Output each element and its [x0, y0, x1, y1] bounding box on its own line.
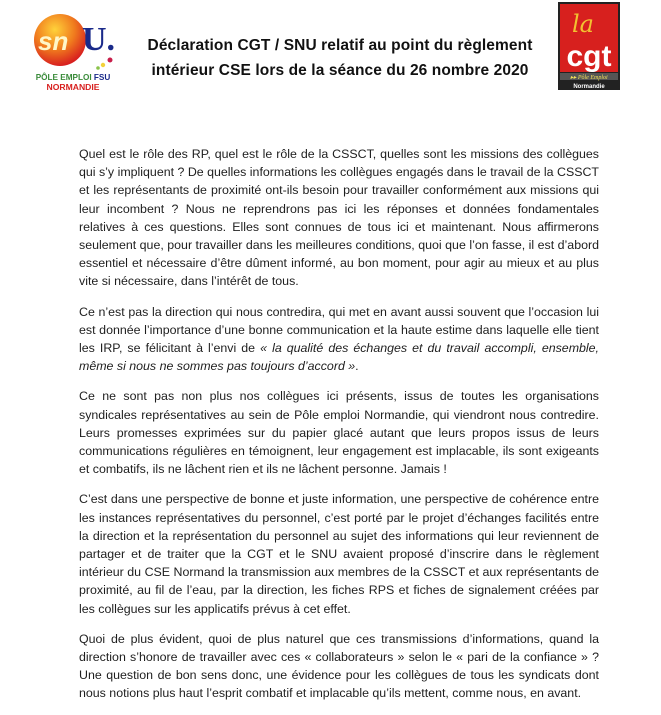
- cgt-letters: cgt: [566, 40, 612, 73]
- cgt-line2: Normandie: [573, 84, 605, 90]
- title-line-1: Déclaration CGT / SNU relatif au point du règlement: [147, 37, 533, 54]
- cgt-line1: ▸▸ Pôle Emploi: [570, 75, 608, 81]
- page-title: [140, 33, 540, 83]
- paragraph-2-end: .: [355, 359, 359, 374]
- snu-logo: [30, 10, 130, 100]
- title-line-2: intérieur CSE lors de la séance du 26 nombre 2020: [151, 62, 529, 79]
- snu-dot-yellow: [101, 63, 105, 67]
- paragraph-1: Quel est le rôle des RP, quel est le rôle de la CSSCT, quelles sont les missions des collègues qui s’y impliquent ? De quelles informations les collègues engagés dans le travail de la CSSCT et les représentants de proximité ont-ils besoin pour travailler conformément aux missions qui leur incombent ? Nous ne reprendrons pas ici les réponses et données fondamentales relatives à ces questions. Elles sont connues de tous ici et maintenant. Nous affirmerons seulement que, pour travailler dans les meilleures conditions, quoi que l’on fasse, il est d’abord essentiel et nécessaire d’être dûment informé, au bon moment, pour agir au mieux et au plus vite si nécessaire, dans l’intérêt de tous.: [79, 147, 599, 289]
- snu-letters: sn: [38, 26, 69, 56]
- paragraph-3: Ce ne sont pas non plus nos collègues ici présents, issus de toutes les organisations syndicales représentatives au sein de Pôle emploi Normandie, qui viendront nous contredire. Leurs promesses exprimées sur du papier glacé autant que leurs propos issus de leurs communications régulières en témoignent, leur engagement est implacable, ils sont exigeants et combatifs, ils ne lâchent rien et ils ne lâchent personne. Jamais !: [79, 389, 599, 477]
- snu-dot-red: [108, 58, 113, 63]
- paragraph-2-text: Ce n’est pas la direction qui nous contredira, qui met en avant aussi souvent que l’occasion lui est donnée l’importance d’une bonne communication et la haute estime dans laquelle elle tient les IRP, se félicitant à l’envi de: [79, 304, 599, 356]
- snu-line2: NORMANDIE: [46, 82, 100, 92]
- paragraph-2: [79, 303, 599, 376]
- snu-dot-green: [96, 66, 100, 70]
- paragraph-2-quote: « la qualité des échanges et du travail accompli, ensemble, même si nous ne sommes pas toujours d’accord »: [79, 341, 599, 374]
- paragraph-4: C’est dans une perspective de bonne et juste information, une perspective de cohérence entre les instances représentatives du personnel, c’est porté par le projet d’échanges facilités entre la direction et la représentation du personnel au sujet des informations qui leur reviennent de partager et de traiter que la CGT et le SNU avaient proposé d’inscrire dans le règlement intérieur du CSE Normand la transmission aux membres de la CSSCT et aux représentants de proximité, au fil de l’eau, par la direction, les fiches RPS et fiches de signalement créées par les collègues sur les applicatifs prévus à cet effet.: [79, 492, 599, 616]
- cgt-la: la: [572, 10, 594, 38]
- cgt-logo: [558, 2, 620, 90]
- paragraph-5: Quoi de plus évident, quoi de plus naturel que ces transmissions d’informations, quand la direction s’honore de travailler avec ces « collaborateurs » selon le « pari de la confiance » ? Une question de bon sens donc, une évidence pour les collègues de tous les syndicats dont nous notions plus haut l’esprit combatif et implacable qu’ils mettent, comme nous, en avant.: [79, 631, 599, 701]
- snu-letter-u: U.: [82, 21, 116, 58]
- declaration-body: [79, 145, 599, 715]
- snu-line1: PÔLE EMPLOI FSU: [35, 73, 111, 82]
